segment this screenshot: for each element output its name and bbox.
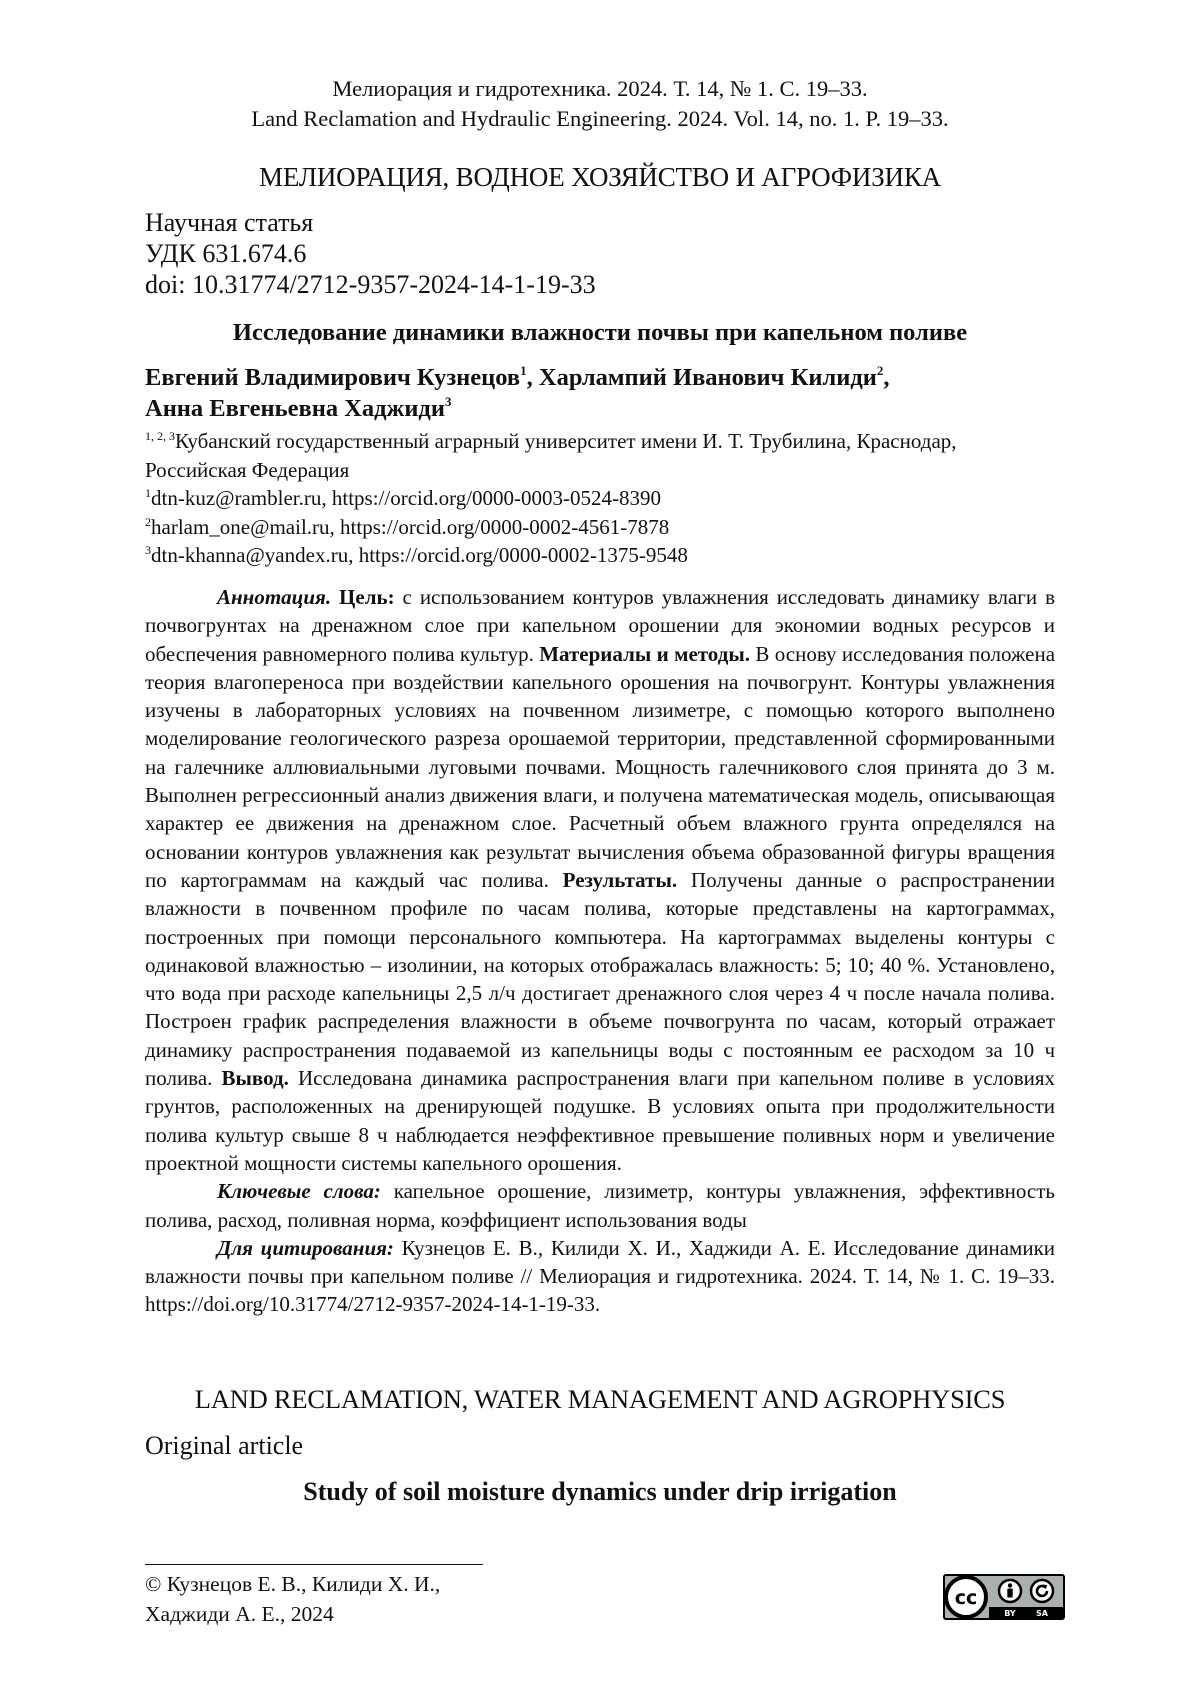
original-article-label: Original article xyxy=(145,1431,303,1461)
contact-line[interactable] xyxy=(145,484,1055,513)
copyright-note xyxy=(145,1569,440,1629)
badge-label-bar xyxy=(989,1607,1063,1618)
citation-label: Для цитирования: xyxy=(217,1236,394,1260)
abstract-paragraph xyxy=(145,583,1055,1177)
sa-circle-icon xyxy=(1031,1580,1053,1602)
methods-label: Материалы и методы. xyxy=(539,642,750,666)
conclusion-label: Вывод. xyxy=(222,1066,289,1090)
author-line-2 xyxy=(145,393,1055,424)
author-name: Евгений Владимирович Кузнецов xyxy=(145,364,520,391)
sa-label: SA xyxy=(1036,1609,1049,1618)
by-person-head-icon xyxy=(1008,1583,1012,1587)
citation-text: Кузнецов Е. В., Килиди Х. И., Хаджиди А. Е. Исследование динамики влажности почвы при капельном поливе // Мелиорация и гидротехника. 2024. Т. 14, № 1. С. 19–33. https://doi.org/10.31774/2712-9357-2024-14-1-19-33. xyxy=(145,1236,1055,1317)
results-text: Получены данные о распространении влажности в почвенном профиле по часам полива, которые представлены на картограммах, построенных при помощи персонального компьютера. На картограммах выделены контуры с одинаковой влажностью – изолинии, на которых отображалась влажность: 5; 10; 40 %. Установлено, что вода при расходе капельницы 2,5 л/ч достигает дренажного слоя через 4 ч после начала полива. Построен график распределения влажности в объеме почвогрунта по часам, который отражает динамику распространения подаваемой из капельницы воды с постоянным ее расходом за 10 ч полива. xyxy=(145,868,1055,1090)
cc-license-badge-icon xyxy=(943,1574,1065,1620)
conclusion-text: Исследована динамика распространения влаги при капельном поливе в условиях грунтов, расположенных на дренирующей подушке. В условиях опыта при продолжительности полива культур свыше 8 ч наблюдается неэффективное превышение поливных норм и увеличение проектной мощности системы капельного орошения. xyxy=(145,1066,1055,1175)
copyright-line: Хаджиди А. Е., 2024 xyxy=(145,1599,440,1629)
contact-text[interactable]: harlam_one@mail.ru, https://orcid.org/0000-0002-4561-7878 xyxy=(151,515,669,539)
contact-line[interactable] xyxy=(145,513,1055,542)
goal-label: Цель: xyxy=(339,585,395,609)
doi-line[interactable]: doi: 10.31774/2712-9357-2024-14-1-19-33 xyxy=(145,269,596,300)
article-title-ru: Исследование динамики влажности почвы при капельном поливе xyxy=(145,319,1055,347)
affiliation xyxy=(145,427,1055,484)
author-list xyxy=(145,362,1055,424)
affiliation-sup: 1, 2, 3 xyxy=(145,429,175,443)
author-separator: , xyxy=(527,364,539,391)
author-sup: 2 xyxy=(877,363,884,378)
abstract-block xyxy=(145,583,1055,1319)
contact-sup: 1 xyxy=(145,486,151,500)
journal-header-ru: Мелиорация и гидротехника. 2024. Т. 14, № 1. С. 19–33. xyxy=(145,74,1055,104)
abstract-label: Аннотация. xyxy=(217,585,331,609)
author-name: Анна Евгеньевна Хаджиди xyxy=(145,395,445,422)
by-person-body-icon xyxy=(1007,1589,1012,1598)
section-title-en: LAND RECLAMATION, WATER MANAGEMENT AND AGROPHYSICS xyxy=(145,1384,1055,1415)
affiliations xyxy=(145,427,1055,570)
keywords-paragraph xyxy=(145,1177,1055,1234)
udc-code: УДК 631.674.6 xyxy=(145,238,596,269)
goal-text: с использованием контуров увлажнения исследовать динамику влаги в почвогрунтах на дренажном слое при капельном орошении для экономии водных ресурсов и обеспечения равномерного полива культур. xyxy=(145,585,1055,666)
section-title-ru: МЕЛИОРАЦИЯ, ВОДНОЕ ХОЗЯЙСТВО И АГРОФИЗИКА xyxy=(145,162,1055,193)
citation-paragraph xyxy=(145,1234,1055,1319)
contact-text[interactable]: dtn-kuz@rambler.ru, https://orcid.org/0000-0003-0524-8390 xyxy=(151,486,661,510)
article-title-en: Study of soil moisture dynamics under drip irrigation xyxy=(145,1477,1055,1507)
author-sup: 1 xyxy=(520,363,527,378)
contact-text[interactable]: dtn-khanna@yandex.ru, https://orcid.org/0000-0002-1375-9548 xyxy=(151,543,688,567)
by-label: BY xyxy=(1004,1609,1016,1618)
article-type: Научная статья xyxy=(145,207,596,238)
cc-letters-icon: cc xyxy=(955,1587,978,1609)
methods-text: В основу исследования положена теория влагопереноса при воздействии капельного орошения на почвогрунт. Контуры увлажнения изучены в лабораторных условиях на почвенном лизиметре, с помощью которого выполнено моделирование геологического разреза орошаемой территории, представленной сформированными на галечнике аллювиальными луговыми почвами. Мощность галечникового слоя принята до 3 м. Выполнен регрессионный анализ движения влаги, и получена математическая модель, описывающая характер ее движения на дренажном слое. Расчетный объем влажного грунта определялся на основании контуров увлажнения как результат вычисления объема образованной фигуры вращения по картограммам на каждый час полива. xyxy=(145,642,1055,892)
author-sup: 3 xyxy=(445,394,452,409)
affiliation-text: Кубанский государственный аграрный университет имени И. Т. Трубилина, Краснодар, Российская Федерация xyxy=(145,429,957,482)
journal-header xyxy=(145,74,1055,134)
contact-sup: 2 xyxy=(145,515,151,529)
journal-header-en: Land Reclamation and Hydraulic Engineering. 2024. Vol. 14, no. 1. P. 19–33. xyxy=(145,104,1055,134)
footnote-divider xyxy=(145,1564,483,1565)
results-label: Результаты. xyxy=(563,868,677,892)
author-separator: , xyxy=(883,364,889,391)
article-page xyxy=(0,0,1200,1697)
keywords-label: Ключевые слова: xyxy=(217,1179,381,1203)
copyright-line: © Кузнецов Е. В., Килиди Х. И., xyxy=(145,1569,440,1599)
contact-sup: 3 xyxy=(145,543,151,557)
cc-by-sa-icon xyxy=(943,1574,1065,1620)
article-meta xyxy=(145,207,596,300)
contact-line[interactable] xyxy=(145,541,1055,570)
author-line-1 xyxy=(145,362,1055,393)
author-name: Харлампий Иванович Килиди xyxy=(539,364,877,391)
keywords-text: капельное орошение, лизиметр, контуры увлажнения, эффективность полива, расход, поливная норма, коэффициент использования воды xyxy=(145,1179,1055,1231)
